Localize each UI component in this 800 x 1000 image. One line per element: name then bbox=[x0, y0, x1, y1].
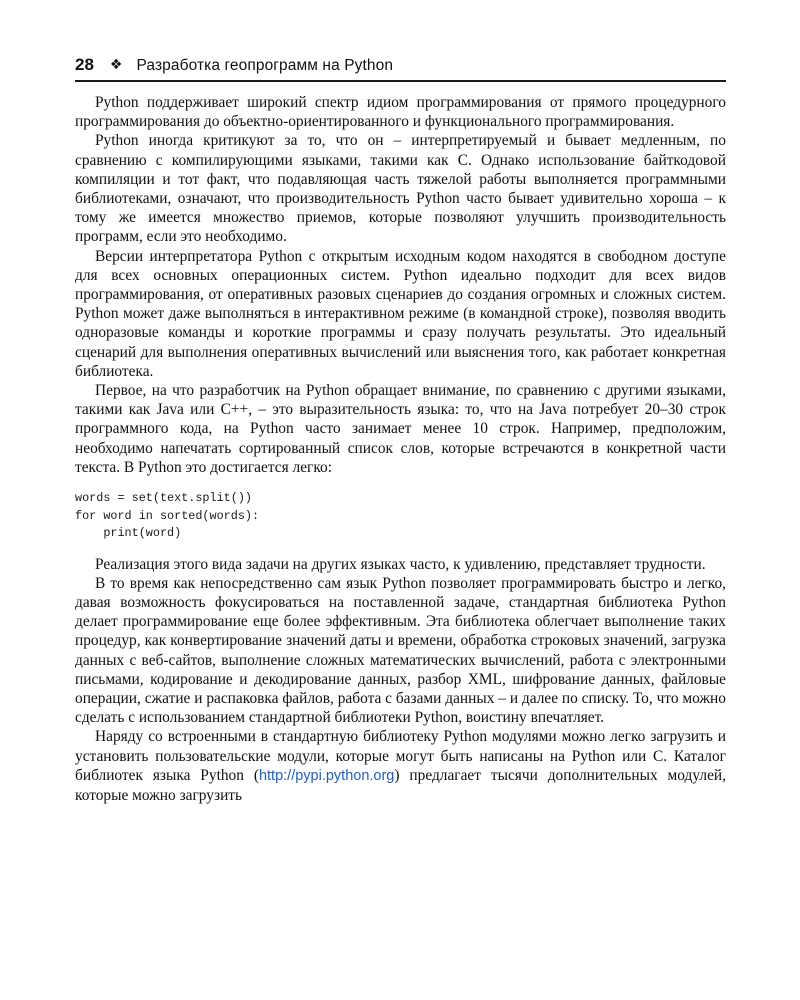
code-line-1: words = set(text.split()) bbox=[75, 491, 252, 506]
pypi-link[interactable]: http://pypi.python.org bbox=[258, 767, 395, 784]
paragraph-2: Python иногда критикуют за то, что он – интерпретируемый и бывает медленным, по сравнению с компилирующими языками, такими как C. Однако использование байткодовой компиляции и тот факт, что подавляющая часть тяжелой работы выполняется программными библиотеками, означают, что производительность Python часто бывает удивительно хороша – к тому же имеется множество приемов, которые позволяют улучшить производительность программ, если это необходимо. bbox=[75, 132, 726, 246]
page-header bbox=[75, 55, 725, 79]
paragraph-3: Версии интерпретатора Python с открытым исходным кодом находятся в свободном доступе для всех основных операционных систем. Python идеально подходит для всех видов программирования, от оперативных разовых сценариев до создания огромных и сложных систем. Python может даже выполняться в интерактивном режиме (в командной строке), позволяя вводить одноразовые команды и короткие программы и сразу получать результаты. Это идеальный сценарий для выполнения оперативных вычислений или выяснения того, как работает конкретная библиотека. bbox=[75, 247, 726, 380]
paragraph-4: Первое, на что разработчик на Python обращает внимание, по сравнению с другими языками, такими как Java или C++, – это выразительность языка: то, что на Java потребует 20–30 строк программного кода, на Python часто занимает менее 10 строк. Например, предположим, необходимо напечатать сортированный список слов, которые встречаются в конкретной части текста. В Python это достигается легко: bbox=[75, 382, 726, 476]
page-body bbox=[75, 93, 726, 805]
paragraph-7-text-end: ) предлагает тысячи дополнительных модулей, которые можно загрузить bbox=[75, 766, 726, 804]
code-block bbox=[75, 490, 726, 543]
page-number: 28 bbox=[75, 55, 94, 74]
paragraph-5: Реализация этого вида задачи на других языках часто, к удивлению, представляет трудности. bbox=[95, 555, 706, 573]
code-line-2: for word in sorted(words): bbox=[75, 508, 260, 523]
diamond-separator-icon: ❖ bbox=[109, 56, 123, 72]
header-rule bbox=[75, 80, 726, 82]
paragraph-1: Python поддерживает широкий спектр идиом программирования от прямого процедурного программирования до объектно-ориентированного и функционального программирования. bbox=[75, 94, 726, 131]
running-title: Разработка геопрограмм на Python bbox=[136, 57, 394, 74]
paragraph-7 bbox=[75, 727, 726, 805]
paragraph-7-text-start: Наряду со встроенными в стандартную библиотеку Python модулями можно легко загрузить и установить пользовательские модули, которые могут быть написаны на Python или C. Каталог библиотек языка Python ( bbox=[75, 728, 726, 784]
code-line-3: print(word) bbox=[75, 526, 182, 541]
paragraph-6: В то время как непосредственно сам язык Python позволяет программировать быстро и легко, давая возможность фокусироваться на поставленной задаче, стандартная библиотека Python делает программирование еще более эффективным. Эта библиотека облегчает выполнение таких процедур, как конвертирование значений даты и времени, обработка строковых значений, загрузка данных с веб-сайтов, выполнение сложных математических вычислений, работа с электронными письмами, кодирование и декодирование данных, разбор XML, шифрование данных, файловые операции, сжатие и распаковка файлов, работа с базами данных – и далее по списку. То, что можно сделать с использованием стандартной библиотеки Python, воистину впечатляет. bbox=[75, 574, 726, 727]
